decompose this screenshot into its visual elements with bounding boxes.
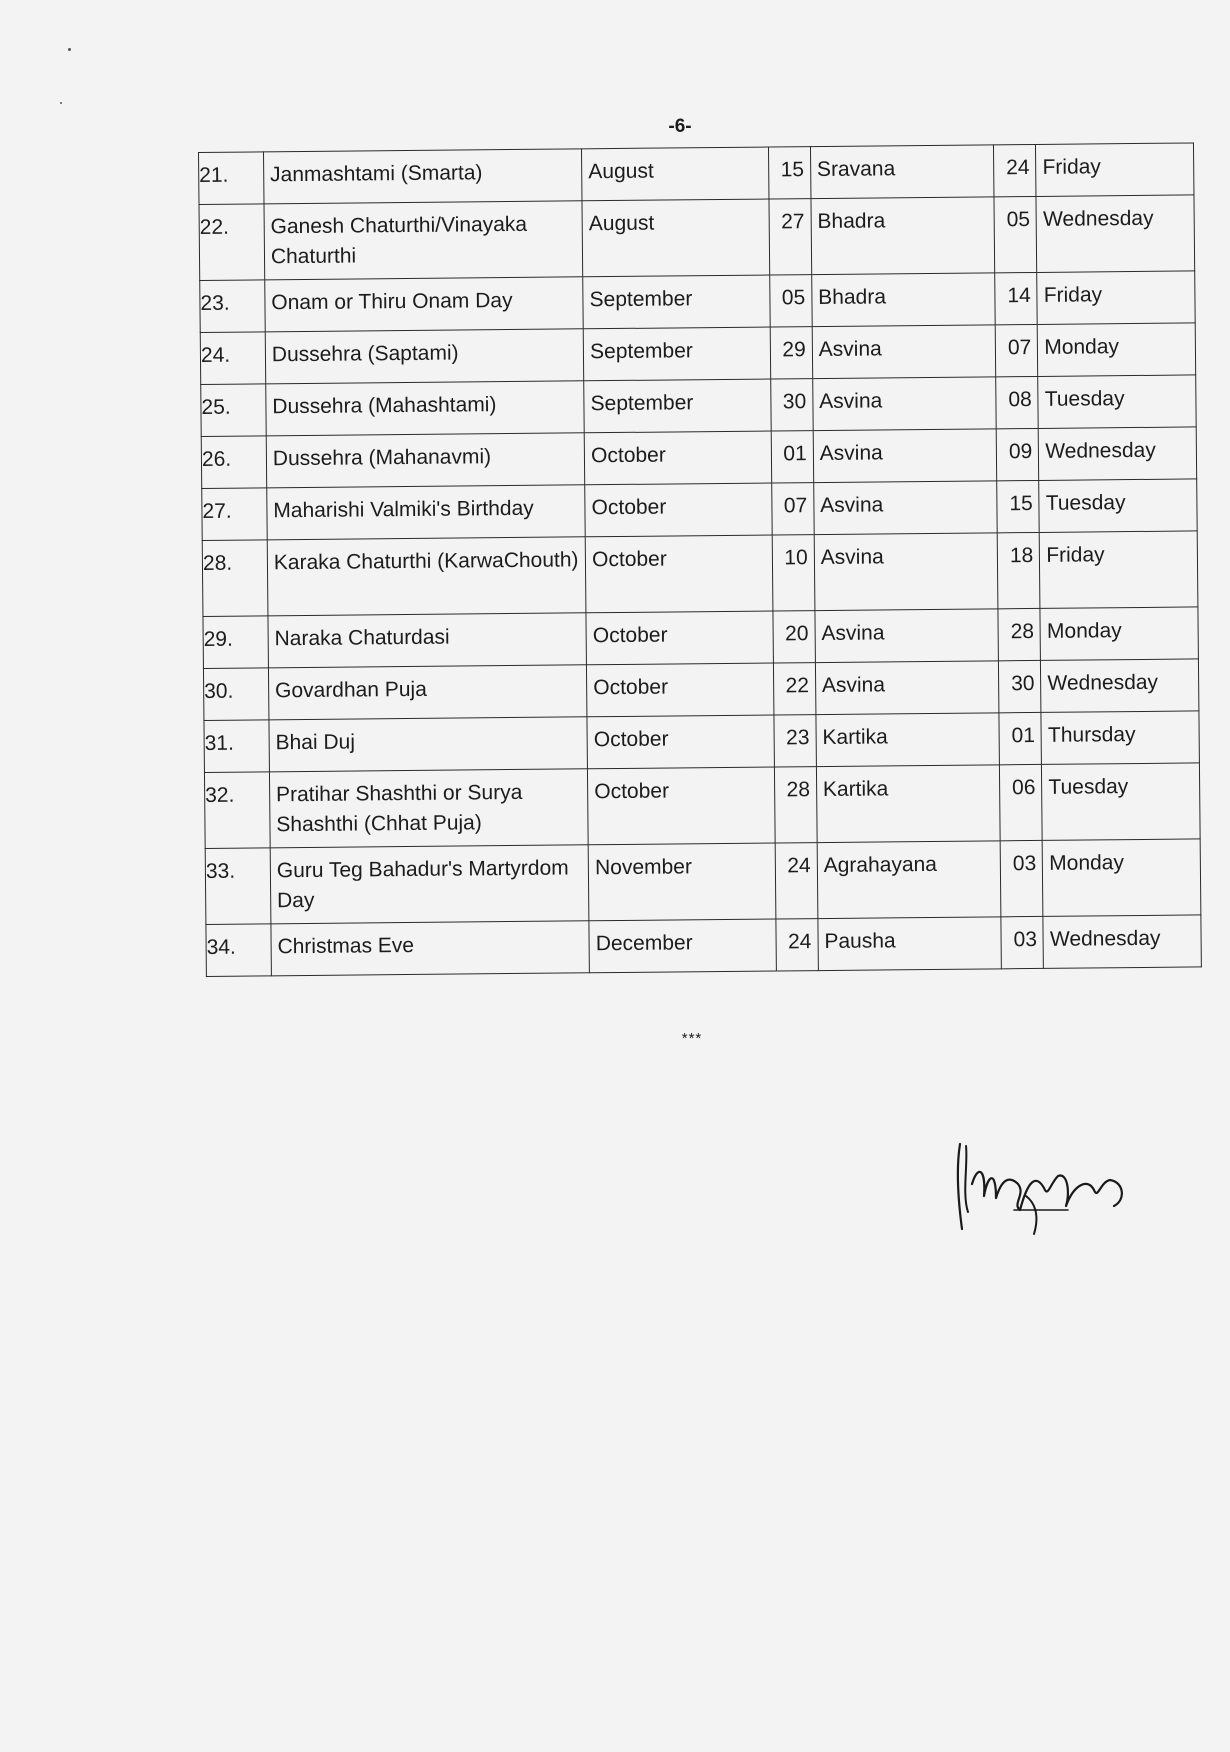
- holiday-name-cell: Dussehra (Mahanavmi): [266, 433, 585, 488]
- saka-date-cell: 09: [996, 428, 1039, 480]
- month-cell: October: [586, 611, 773, 665]
- holiday-table-body: [199, 143, 1202, 977]
- holiday-name-cell: Onam or Thiru Onam Day: [265, 277, 584, 332]
- saka-date-cell: 03: [1001, 916, 1044, 968]
- serial-number-cell: 26.: [201, 436, 266, 489]
- saka-date-cell: 14: [995, 272, 1038, 324]
- holiday-name-cell: Dussehra (Saptami): [265, 329, 584, 384]
- saka-month-cell: Asvina: [815, 609, 999, 663]
- saka-month-cell: Agrahayana: [817, 841, 1001, 919]
- weekday-cell: Friday: [1037, 271, 1195, 325]
- weekday-cell: Wednesday: [1043, 915, 1201, 969]
- weekday-cell: Monday: [1038, 323, 1196, 377]
- saka-month-cell: Pausha: [818, 917, 1002, 971]
- serial-number-cell: 23.: [200, 280, 265, 333]
- saka-date-cell: 01: [999, 712, 1042, 764]
- weekday-cell: Tuesday: [1038, 375, 1196, 429]
- saka-month-cell: Kartika: [816, 713, 1000, 767]
- saka-date-cell: 08: [996, 376, 1039, 428]
- saka-month-cell: Asvina: [812, 325, 996, 379]
- saka-date-cell: 05: [994, 196, 1037, 272]
- date-cell: 01: [771, 431, 814, 483]
- date-cell: 05: [769, 275, 812, 327]
- holiday-name-cell: Janmashtami (Smarta): [263, 149, 582, 204]
- serial-number-cell: 28.: [202, 540, 268, 617]
- date-cell: 30: [770, 379, 813, 431]
- holiday-name-cell: Ganesh Chaturthi/Vinayaka Chaturthi: [264, 201, 583, 280]
- serial-number-cell: 31.: [204, 720, 269, 773]
- month-cell: October: [588, 767, 775, 845]
- table-row: [199, 143, 1194, 205]
- holiday-name-cell: Pratihar Shashthi or Surya Shashthi (Chhat Puja): [269, 769, 588, 848]
- month-cell: August: [582, 199, 769, 277]
- page-number: -6-: [668, 116, 692, 137]
- serial-number-cell: 22.: [199, 204, 265, 281]
- table-row: [205, 839, 1201, 925]
- saka-date-cell: 06: [1000, 764, 1043, 840]
- saka-month-cell: Bhadra: [811, 197, 995, 275]
- month-cell: October: [585, 483, 772, 537]
- table-row: [201, 427, 1196, 489]
- serial-number-cell: 24.: [200, 332, 265, 385]
- weekday-cell: Friday: [1036, 143, 1194, 197]
- weekday-cell: Tuesday: [1039, 479, 1197, 533]
- date-cell: 29: [770, 327, 813, 379]
- date-cell: 07: [771, 483, 814, 535]
- saka-month-cell: Asvina: [813, 481, 997, 535]
- saka-month-cell: Asvina: [813, 429, 997, 483]
- weekday-cell: Tuesday: [1042, 763, 1200, 841]
- weekday-cell: Monday: [1040, 607, 1198, 661]
- table-row: [206, 915, 1201, 977]
- end-marker: ***: [681, 1030, 703, 1047]
- saka-month-cell: Asvina: [815, 661, 999, 715]
- serial-number-cell: 33.: [205, 848, 271, 925]
- signature: [948, 1124, 1138, 1244]
- weekday-cell: Friday: [1040, 531, 1198, 609]
- scan-speck: [60, 102, 62, 104]
- serial-number-cell: 27.: [202, 488, 267, 541]
- holiday-name-cell: Guru Teg Bahadur's Martyrdom Day: [270, 845, 589, 924]
- date-cell: 10: [772, 535, 815, 611]
- serial-number-cell: 32.: [204, 772, 270, 849]
- scan-speck: [68, 48, 71, 51]
- date-cell: 20: [773, 611, 816, 663]
- saka-month-cell: Kartika: [816, 765, 1000, 843]
- table-row: [202, 531, 1198, 617]
- saka-month-cell: Sravana: [810, 145, 994, 199]
- month-cell: November: [588, 843, 775, 921]
- holiday-name-cell: Karaka Chaturthi (KarwaChouth): [267, 537, 586, 616]
- month-cell: October: [587, 715, 774, 769]
- saka-month-cell: Bhadra: [812, 273, 996, 327]
- table-row: [202, 479, 1197, 541]
- saka-date-cell: 30: [999, 660, 1042, 712]
- month-cell: September: [583, 327, 770, 381]
- saka-date-cell: 03: [1000, 840, 1043, 916]
- date-cell: 24: [775, 843, 818, 919]
- weekday-cell: Wednesday: [1036, 195, 1194, 273]
- month-cell: September: [584, 379, 771, 433]
- saka-date-cell: 07: [995, 324, 1038, 376]
- month-cell: October: [587, 663, 774, 717]
- saka-month-cell: Asvina: [813, 377, 997, 431]
- holiday-name-cell: Naraka Chaturdasi: [268, 613, 587, 668]
- holiday-table: [198, 142, 1202, 977]
- serial-number-cell: 25.: [201, 384, 266, 437]
- month-cell: December: [589, 919, 776, 973]
- date-cell: 24: [775, 919, 818, 971]
- date-cell: 23: [774, 715, 817, 767]
- saka-date-cell: 24: [994, 144, 1037, 196]
- date-cell: 27: [769, 199, 812, 275]
- table-row: [201, 375, 1196, 437]
- weekday-cell: Wednesday: [1041, 659, 1199, 713]
- table-row: [200, 323, 1195, 385]
- table-row: [204, 711, 1199, 773]
- table-row: [203, 659, 1198, 721]
- weekday-cell: Monday: [1042, 839, 1200, 917]
- holiday-name-cell: Christmas Eve: [271, 921, 590, 976]
- weekday-cell: Wednesday: [1039, 427, 1197, 481]
- table-row: [204, 763, 1200, 849]
- serial-number-cell: 34.: [206, 924, 271, 977]
- month-cell: September: [583, 275, 770, 329]
- serial-number-cell: 21.: [199, 152, 264, 205]
- saka-month-cell: Asvina: [814, 533, 998, 611]
- holiday-name-cell: Dussehra (Mahashtami): [266, 381, 585, 436]
- date-cell: 22: [773, 663, 816, 715]
- holiday-name-cell: Govardhan Puja: [268, 665, 587, 720]
- saka-date-cell: 18: [997, 532, 1040, 608]
- serial-number-cell: 30.: [203, 668, 268, 721]
- table-row: [200, 271, 1195, 333]
- saka-date-cell: 28: [998, 608, 1041, 660]
- month-cell: October: [585, 535, 772, 613]
- table-row: [199, 195, 1195, 281]
- table-row: [203, 607, 1198, 669]
- holiday-name-cell: Bhai Duj: [269, 717, 588, 772]
- date-cell: 28: [774, 767, 817, 843]
- serial-number-cell: 29.: [203, 616, 268, 669]
- month-cell: October: [584, 431, 771, 485]
- month-cell: August: [582, 147, 769, 201]
- holiday-name-cell: Maharishi Valmiki's Birthday: [267, 485, 586, 540]
- saka-date-cell: 15: [997, 480, 1040, 532]
- weekday-cell: Thursday: [1041, 711, 1199, 765]
- date-cell: 15: [768, 147, 811, 199]
